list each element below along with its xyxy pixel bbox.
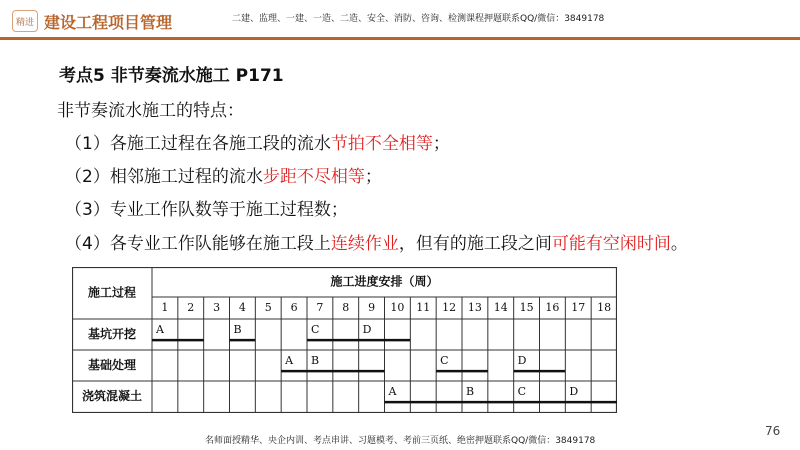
point-2-prefix: （2）相邻施工过程的流水 xyxy=(65,167,263,187)
schedule-bar-label: D xyxy=(362,323,372,337)
week-tick-label: 15 xyxy=(519,301,534,314)
point-1-prefix: （1）各施工过程在各施工段的流水 xyxy=(65,134,331,154)
point-3 xyxy=(65,195,348,220)
schedule-bar-label: A xyxy=(388,385,397,399)
schedule-bar-label: C xyxy=(311,323,320,337)
logo-icon: 精进 xyxy=(12,10,38,32)
process-row-label: 基础处理 xyxy=(87,358,137,372)
schedule-table-svg xyxy=(72,267,617,413)
header-process-label: 施工过程 xyxy=(87,285,137,300)
header-divider xyxy=(0,37,800,40)
footer-text: 名师面授精华、央企内训、考点串讲、习题模考、考前三页纸、绝密押题联系QQ/微信：3849178 xyxy=(205,436,596,446)
schedule-bar-label: C xyxy=(440,354,449,368)
section-title: 考点5 非节奏流水施工 P171 xyxy=(59,66,284,86)
week-tick-label: 3 xyxy=(213,301,221,314)
week-tick-label: 10 xyxy=(390,301,405,314)
process-row-label: 基坑开挖 xyxy=(87,327,137,341)
schedule-bar-label: D xyxy=(517,354,527,368)
schedule-bar-label: D xyxy=(569,385,579,399)
point-4-highlight-2: 可能有空闲时间 xyxy=(551,234,671,254)
week-tick-label: 6 xyxy=(290,301,298,314)
week-tick-label: 16 xyxy=(545,301,560,314)
week-tick-label: 5 xyxy=(264,301,272,314)
header-schedule-label: 施工进度安排（周） xyxy=(330,274,439,289)
point-1 xyxy=(65,129,450,154)
point-4 xyxy=(65,229,688,254)
point-4-suffix-2: 。 xyxy=(670,234,688,254)
page-number: 76 xyxy=(765,424,781,438)
week-tick-label: 18 xyxy=(597,301,612,314)
week-tick-label: 12 xyxy=(442,301,457,314)
schedule-table xyxy=(72,267,617,417)
week-tick-label: 14 xyxy=(493,301,508,314)
schedule-bar-label: B xyxy=(311,354,320,368)
point-2 xyxy=(65,162,382,187)
header-bar xyxy=(0,0,800,44)
week-tick-label: 8 xyxy=(342,301,350,314)
point-1-suffix: ； xyxy=(432,134,450,154)
schedule-bar-label: C xyxy=(517,385,527,399)
process-row-label: 浇筑混凝土 xyxy=(81,389,143,403)
schedule-bar-label: B xyxy=(233,323,242,337)
week-tick-label: 4 xyxy=(238,301,246,314)
schedule-bar-label: A xyxy=(285,354,294,368)
schedule-bar-label: B xyxy=(466,385,475,399)
header-contact-text: 二建、监理、一建、一造、二造、安全、消防、咨询、检测课程押题联系QQ/微信：3849178 xyxy=(232,14,605,24)
week-tick-label: 9 xyxy=(368,301,376,314)
week-tick-label: 1 xyxy=(161,301,169,314)
week-tick-label: 13 xyxy=(467,301,482,314)
week-tick-label: 2 xyxy=(187,301,195,314)
week-tick-label: 7 xyxy=(316,301,324,314)
course-title: 建设工程项目管理 xyxy=(44,13,173,32)
week-tick-label: 11 xyxy=(416,301,431,314)
point-3-prefix: （3）专业工作队数等于施工过程数； xyxy=(65,200,348,220)
week-tick-label: 17 xyxy=(571,301,586,314)
schedule-bar-label: A xyxy=(156,323,164,337)
subtitle: 非节奏流水施工的特点： xyxy=(57,101,244,121)
point-2-suffix: ； xyxy=(364,167,382,187)
point-4-highlight: 连续作业 xyxy=(330,234,399,254)
point-4-prefix: （4）各专业工作队能够在施工段上 xyxy=(65,234,331,254)
point-1-highlight: 节拍不全相等 xyxy=(330,134,433,154)
point-4-suffix: ，但有的施工段之间 xyxy=(398,234,552,254)
point-2-highlight: 步距不尽相等 xyxy=(262,167,365,187)
